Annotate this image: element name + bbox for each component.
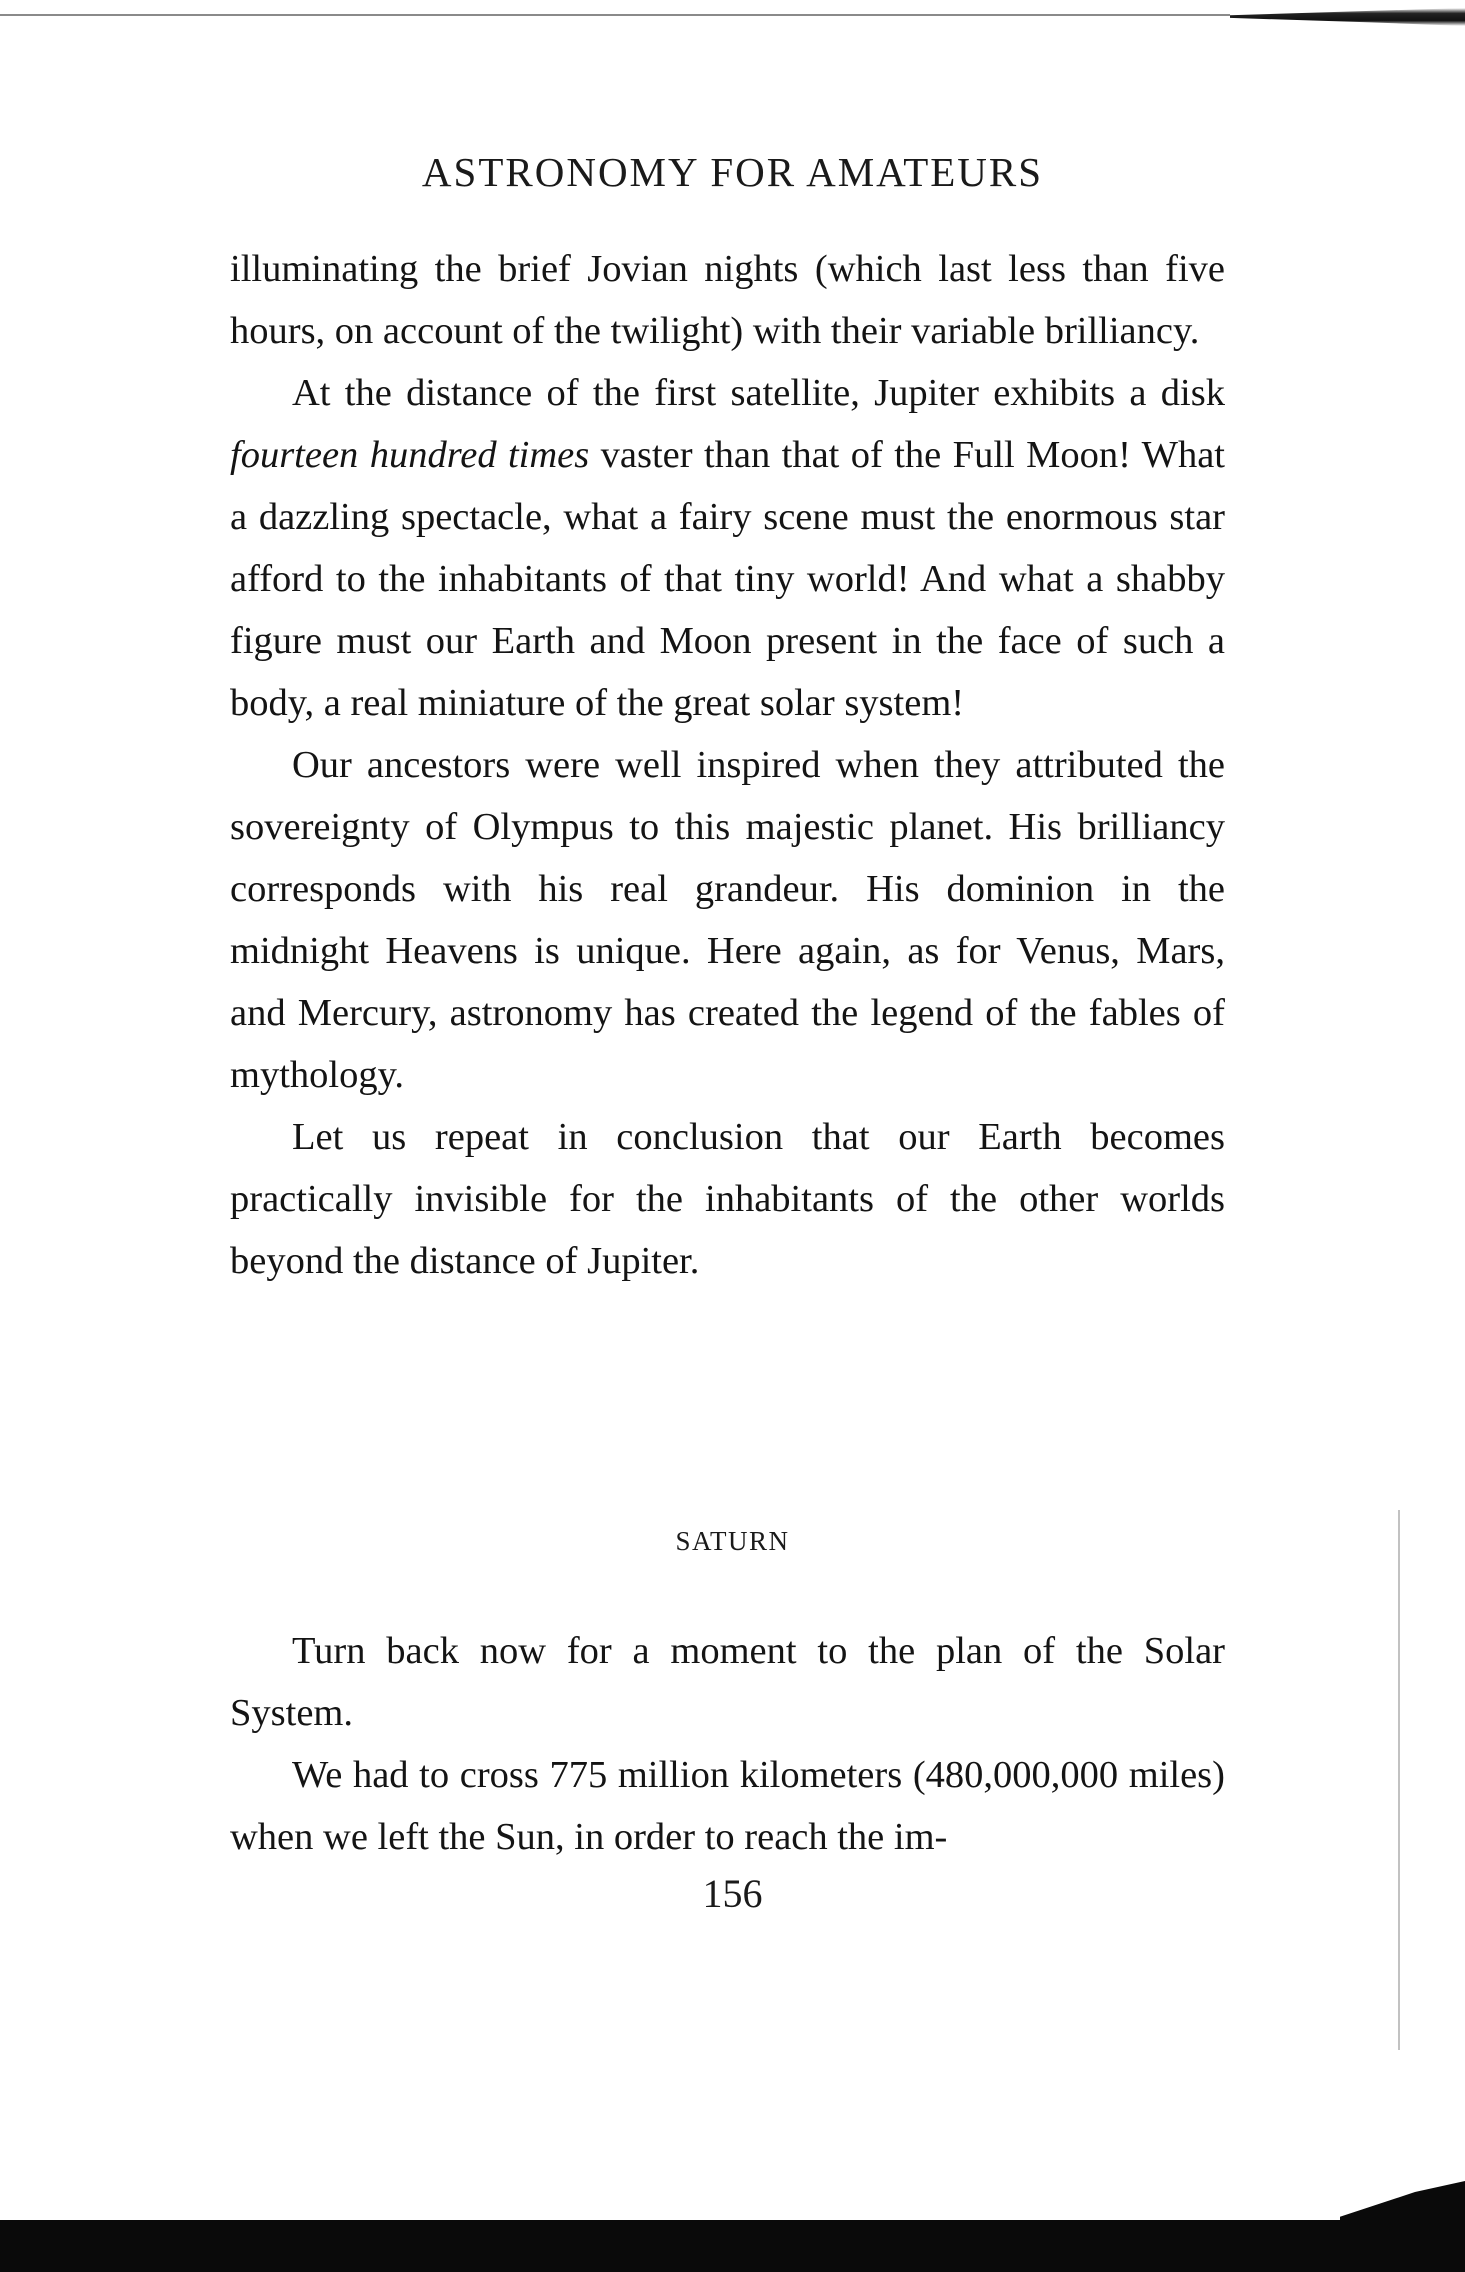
emphasis-text: fourteen hundred times [230, 434, 590, 476]
page-number: 156 [702, 1871, 763, 1916]
paragraph-text: At the distance of the first satellite, Jupiter exhibits a disk [292, 372, 1225, 414]
paragraph [230, 362, 1225, 734]
paragraph: Turn back now for a moment to the plan of the Solar System. [230, 1630, 1225, 1734]
paragraph: Our ancestors were well inspired when they attributed the sovereignty of Olympus to this majestic planet. His brilliancy corresponds with his real grandeur. His dominion in the midnight Heavens is unique. Here again, as for Venus, Mars, and Mercury, astronomy has created the legend of the fables of mythology. [230, 744, 1225, 1096]
running-head: ASTRONOMY FOR AMATEURS [421, 149, 1044, 195]
bottom-edge-mark [1340, 2170, 1465, 2225]
body-text [230, 238, 1225, 1292]
bottom-edge-bar [0, 2220, 1465, 2272]
section-body-text [230, 1620, 1225, 1868]
top-edge-mark [1230, 8, 1465, 26]
paragraph: We had to cross 775 million kilometers (480,000,000 miles) when we left the Sun, in order to reach the im- [230, 1754, 1225, 1858]
paragraph: illuminating the brief Jovian nights (which last less than five hours, on account of the twilight) with their variable brilliancy. [230, 248, 1225, 352]
margin-line [1398, 1510, 1400, 2050]
paragraph-text: vaster than that of the Full Moon! What a dazzling spectacle, what a fairy scene must the enormous star afford to the inhabitants of that tiny world! And what a shabby figure must our Earth and Moon present in the face of such a body, a real miniature of the great solar system! [230, 434, 1225, 724]
paragraph: Let us repeat in conclusion that our Earth becomes practically invisible for the inhabitants of the other worlds beyond the distance of Jupiter. [230, 1116, 1225, 1282]
section-heading: SATURN [675, 1526, 790, 1556]
top-rule [0, 14, 1230, 16]
